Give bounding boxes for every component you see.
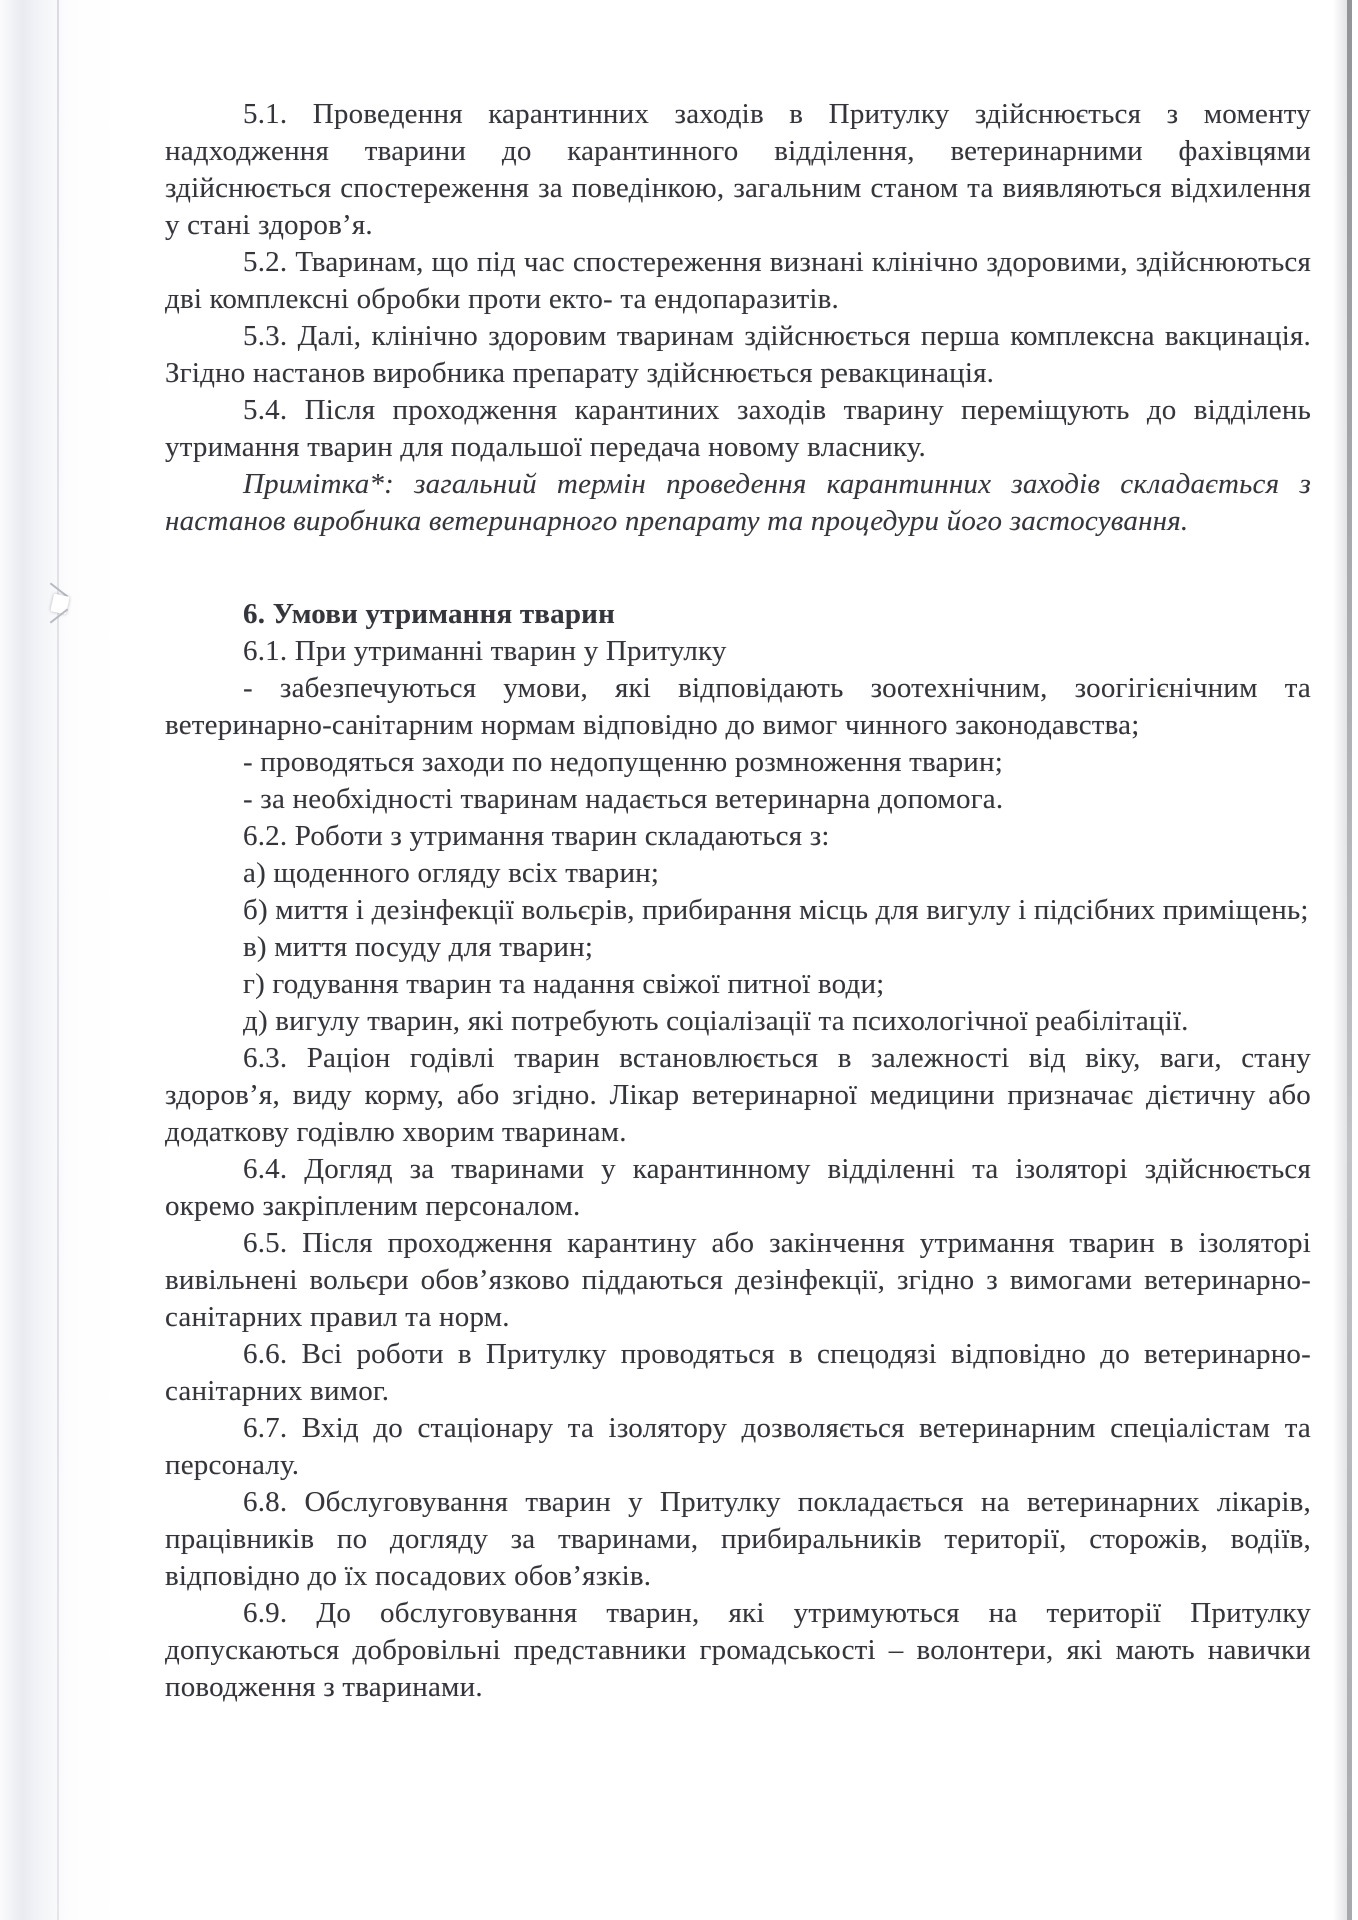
paragraph-6-6: 6.6. Всі роботи в Притулку проводяться в спецодязі відповідно до ветеринарно-санітарних вимог. xyxy=(165,1338,1311,1407)
list-item-dash-1: - забезпечуються умови, які відповідають зоотехнічним, зоогігієнічним та ветеринарно-санітарним нормам відповідно до вимог чинного законодавства; xyxy=(165,672,1311,741)
paragraph-6-8: 6.8. Обслуговування тварин у Притулку покладається на ветеринарних лікарів, працівників по догляду за тваринами, прибиральників території, сторожів, водіїв, відповідно до їх посадових обов’язків. xyxy=(165,1486,1311,1592)
list-item-d: д) вигулу тварин, які потребують соціалізації та психологічної реабілітації. xyxy=(243,1005,1189,1037)
paragraph-5-3: 5.3. Далі, клінічно здоровим тваринам здійснюється перша комплексна вакцинація. Згідно настанов виробника препарату здійснюється ревакцинація. xyxy=(165,320,1311,389)
section-6-heading: 6. Умови утримання тварин xyxy=(243,598,615,630)
list-item-a: а) щоденного огляду всіх тварин; xyxy=(243,857,660,889)
note-paragraph: Примітка*: загальний термін проведення карантинних заходів складається з настанов виробника ветеринарного препарату та процедури його застосування. xyxy=(165,468,1311,537)
fold-notch xyxy=(50,594,69,615)
page-right-edge-line xyxy=(1347,0,1352,1920)
paragraph-5-1: 5.1. Проведення карантинних заходів в Притулку здійснюється з моменту надходження тварини до карантинного відділення, ветеринарними фахівцями здійснюється спостереження за поведінкою, загальним станом та виявляються відхилення у стані здоров’я. xyxy=(165,98,1311,241)
list-item-b: б) миття і дезінфекції вольєрів, прибирання місць для вигулу і підсібних приміщень; xyxy=(243,894,1309,926)
paragraph-6-3: 6.3. Раціон годівлі тварин встановлюється в залежності від віку, ваги, стану здоров’я, виду корму, або згідно. Лікар ветеринарної медицини призначає дієтичну або додаткову годівлю хворим тваринам. xyxy=(165,1042,1311,1148)
list-item-v: в) миття посуду для тварин; xyxy=(243,931,594,963)
paragraph-6-4: 6.4. Догляд за тваринами у карантинному відділенні та ізоляторі здійснюється окремо закріпленим персоналом. xyxy=(165,1153,1311,1222)
document-text-block xyxy=(165,96,1311,1706)
paragraph-5-4: 5.4. Після проходження карантиних заходів тварину переміщують до відділень утримання тварин для подальшої передача новому власнику. xyxy=(165,394,1311,463)
paragraph-6-5: 6.5. Після проходження карантину або закінчення утримання тварин в ізоляторі вивільнені вольєри обов’язково піддаються дезінфекції, згідно з вимогами ветеринарно-санітарних правил та норм. xyxy=(165,1227,1311,1333)
paragraph-6-1: 6.1. При утриманні тварин у Притулку xyxy=(243,635,727,667)
paragraph-6-2: 6.2. Роботи з утримання тварин складаються з: xyxy=(243,820,830,852)
page-fold-mark xyxy=(42,585,76,625)
paragraph-6-7: 6.7. Вхід до стаціонару та ізолятору дозволяється ветеринарним спеціалістам та персоналу. xyxy=(165,1412,1311,1481)
paragraph-6-9: 6.9. До обслуговування тварин, які утримуються на території Притулку допускаються добровільні представники громадськості – волонтери, які мають навички поводження з тваринами. xyxy=(165,1597,1311,1703)
list-item-dash-2: - проводяться заходи по недопущенню розмноження тварин; xyxy=(243,746,1003,778)
page-right-edge-shadow xyxy=(1333,0,1347,1920)
list-item-g: г) годування тварин та надання свіжої питної води; xyxy=(243,968,885,1000)
paragraph-5-2: 5.2. Тваринам, що під час спостереження визнані клінічно здоровими, здійснюються дві комплексні обробки проти екто- та ендопаразитів. xyxy=(165,246,1311,315)
list-item-dash-3: - за необхідності тваринам надається ветеринарна допомога. xyxy=(243,783,1004,815)
page-left-edge-line xyxy=(57,0,59,1920)
